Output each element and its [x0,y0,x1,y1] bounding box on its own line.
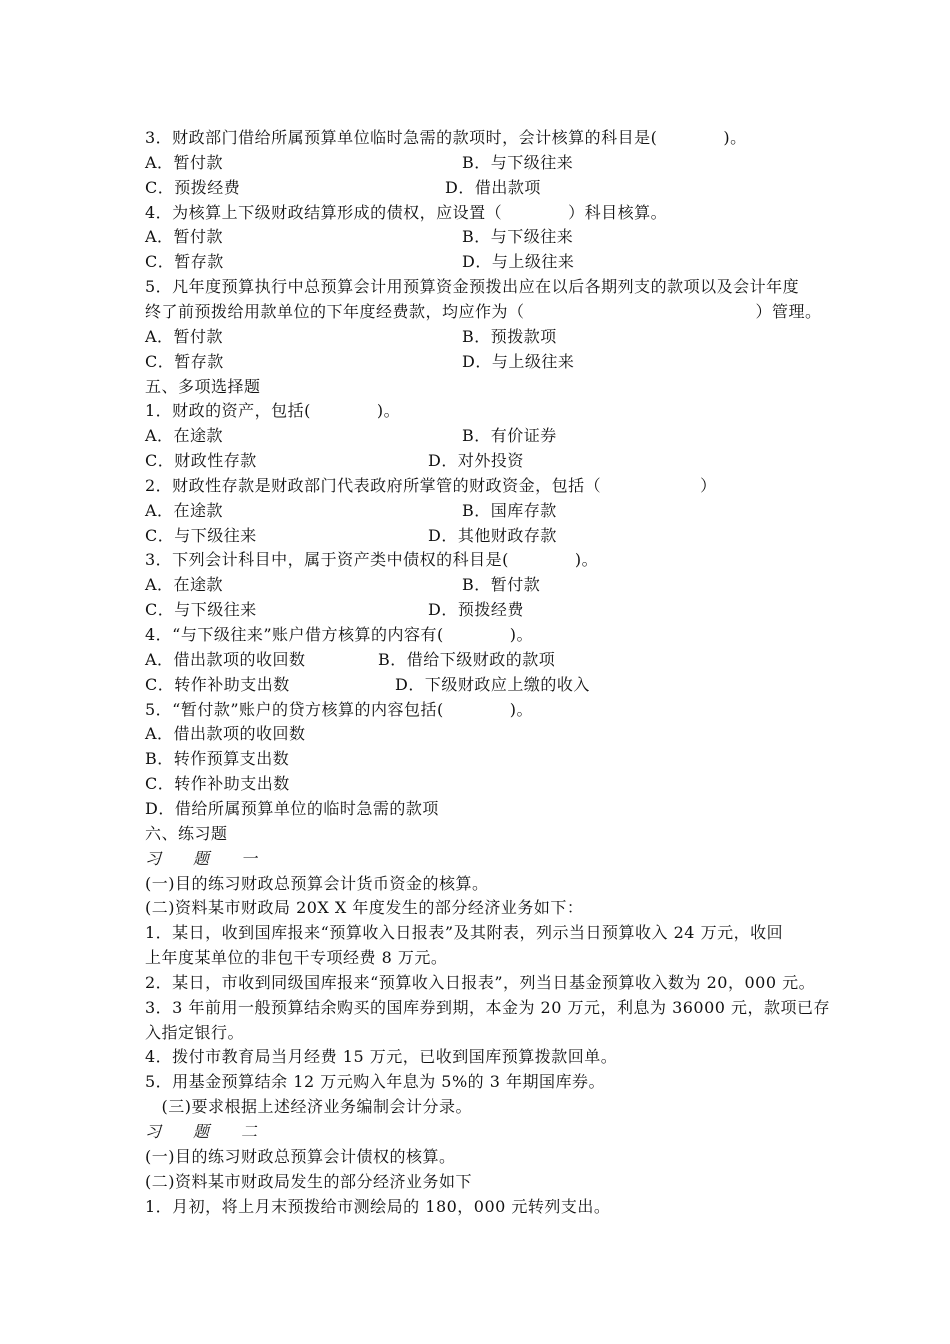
option-left: A．在途款 [145,426,224,446]
text-line [145,575,845,595]
option-right: B．与下级往来 [462,227,574,247]
text-line: (二)资料某市财政局发生的部分经济业务如下 [145,1171,472,1191]
option-left: A．暂付款 [145,326,224,346]
text-line [145,526,845,546]
text-line: (二)资料某市财政局 20X X 年度发生的部分经济业务如下： [145,898,584,918]
option-left: A．在途款 [145,575,224,595]
text-line: 习 题 一 [145,848,258,868]
option-left: C．预拨经费 [145,177,241,197]
text-line [145,327,845,347]
text-line: (一)目的练习财政总预算会计货币资金的核算。 [145,873,489,893]
option-left: A．暂付款 [145,152,224,172]
option-right: D．预拨经费 [428,600,524,620]
text-line: A．借出款项的收回数 [145,724,306,744]
option-right: B．暂付款 [462,575,541,595]
text-line [145,451,845,471]
option-right: B．预拨款项 [462,326,557,346]
option-right: D．其他财政存款 [428,525,557,545]
text-line: 五、多项选择题 [145,376,261,396]
text-line: 4．“与下级往来”账户借方核算的内容有( )。 [145,625,534,644]
text-line [145,600,845,620]
text-line: 2．某日，市收到同级国库报来“预算收入日报表”，列当日基金预算收入数为 20，000 元。 [145,972,816,992]
text-line: 六、练习题 [145,823,228,843]
text-line [145,650,845,670]
text-line: 上年度某单位的非包干专项经费 8 万元。 [145,948,448,968]
text-line: 1．月初，将上月末预拨给市测绘局的 180，000 元转列支出。 [145,1196,611,1216]
text-line [145,227,845,247]
text-line: 4．拨付市教育局当月经费 15 万元，已收到国库预算拨款回单。 [145,1047,618,1067]
text-line: (三)要求根据上述经济业务编制会计分录。 [145,1097,472,1117]
option-right: D．与上级往来 [462,252,575,272]
option-right: B．有价证券 [462,426,557,446]
text-line [145,426,845,446]
text-line [145,252,845,272]
option-right: D．借出款项 [445,177,541,197]
option-right: D．下级财政应上缴的收入 [395,674,590,694]
text-line [145,675,845,695]
text-line: 3．财政部门借给所属预算单位临时急需的款项时，会计核算的科目是( )。 [145,128,747,147]
text-line: 终了前预拨给用款单位的下年度经费款，均应作为（ ）管理。 [145,301,822,321]
text-line: 1．某日，收到国库报来“预算收入日报表”及其附表，列示当日预算收入 24 万元，收回 [145,923,784,943]
option-left: C．财政性存款 [145,451,257,471]
text-line: D．借给所属预算单位的临时急需的款项 [145,798,439,818]
option-left: C．暂存款 [145,351,224,371]
text-line: 3．3 年前用一般预算结余购买的国库券到期，本金为 20 万元，利息为 36000 元，款项已存 [145,997,831,1017]
text-line: C．转作补助支出数 [145,774,290,794]
option-left: C．转作补助支出数 [145,674,290,694]
text-line [145,178,845,198]
text-line: B．转作预算支出数 [145,749,290,769]
text-line [145,352,845,372]
option-right: B．国库存款 [462,500,557,520]
option-right: B．与下级往来 [462,152,574,172]
text-line [145,501,845,521]
text-line: 习 题 二 [145,1122,258,1141]
option-left: A．在途款 [145,500,224,520]
option-right: B．借给下级财政的款项 [378,649,556,669]
text-line: 3．下列会计科目中，属于资产类中债权的科目是( )。 [145,550,599,570]
option-right: D．与上级往来 [462,351,575,371]
text-line [145,153,845,173]
text-line: 入指定银行。 [145,1022,245,1042]
text-line: 4．为核算上下级财政结算形成的债权，应设置（ ）科目核算。 [145,202,668,222]
text-line: (一)目的练习财政总预算会计债权的核算。 [145,1146,456,1166]
option-left: C．与下级往来 [145,600,257,620]
option-left: A．暂付款 [145,227,224,247]
option-right: D．对外投资 [428,451,524,471]
text-line: 5．“暂付款”账户的贷方核算的内容包括( )。 [145,699,534,719]
option-left: C．与下级往来 [145,525,257,545]
text-line: 5．凡年度预算执行中总预算会计用预算资金预拨出应在以后各期列支的款项以及会计年度 [145,277,800,297]
text-line: 2．财政性存款是财政部门代表政府所掌管的财政资金，包括（ ） [145,475,717,495]
option-left: A．借出款项的收回数 [145,649,306,669]
text-line: 1．财政的资产，包括( )。 [145,401,401,421]
text-line: 5．用基金预算结余 12 万元购入年息为 5%的 3 年期国库券。 [145,1072,606,1092]
option-left: C．暂存款 [145,252,224,272]
